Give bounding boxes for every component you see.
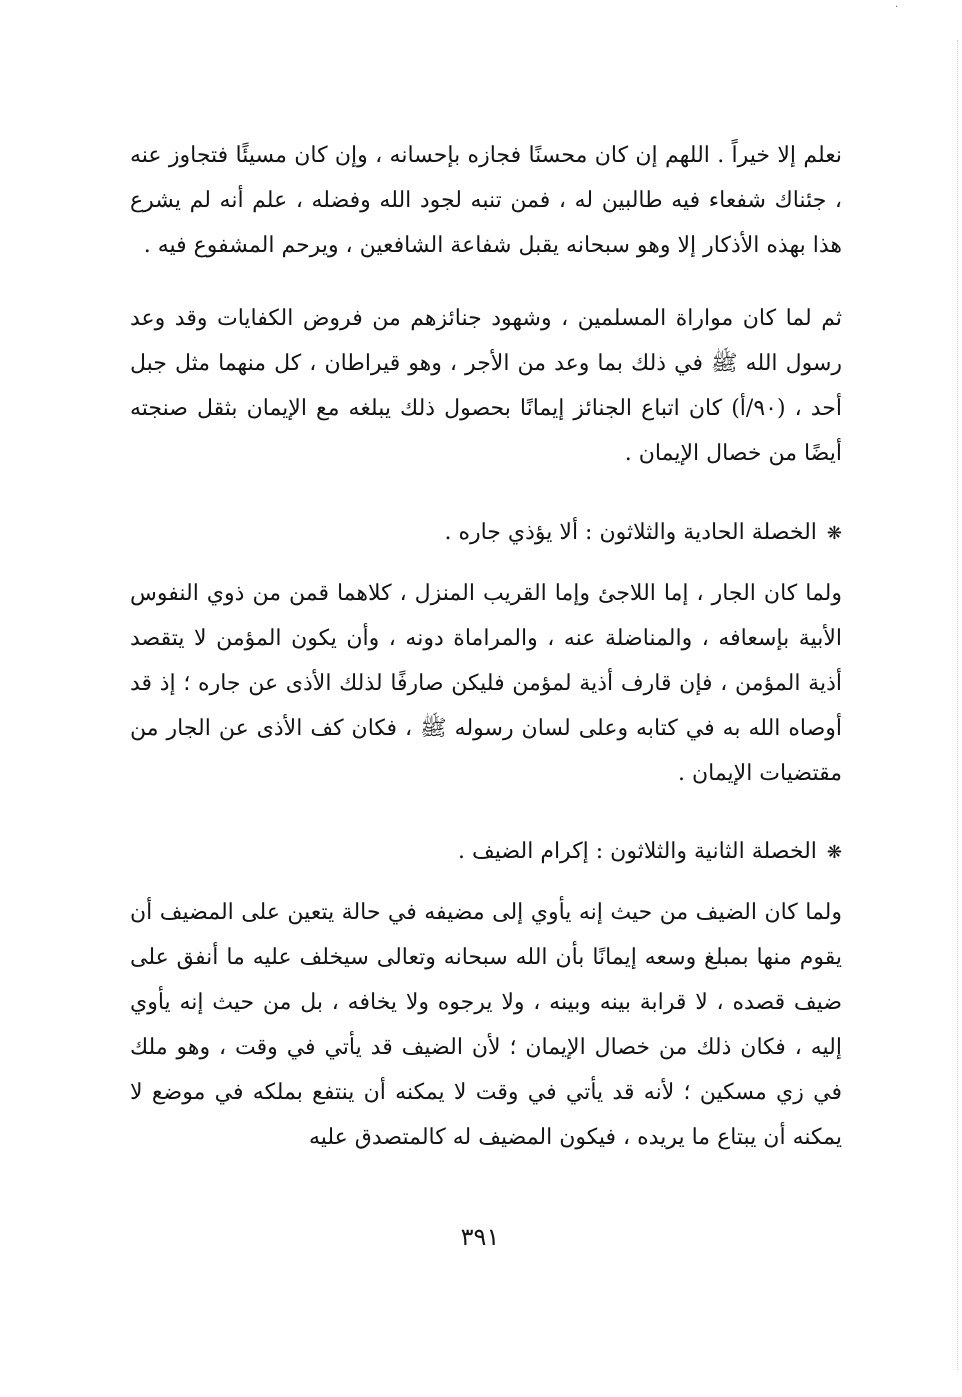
paragraph-text: ولما كان الجار ، إما اللاجئ وإما القريب المنزل ، كلاهما قمن من ذوي النفوس الأبية بإسعافه ، والمناضلة عنه ، والمراماة دونه ، وأن يكون المؤمن لا يتقصد أذية المؤمن ، فإن قارف أذية لمؤمن فليكن صارفًا لذلك الأذى عن جاره ؛ إذ قد أوصاه الله به في كتابه وعلى لسان رسوله ﷺ ، فكان كف الأذى عن الجار من مقتضيات الإيمان .: [130, 581, 843, 786]
heading-star-icon: ❋: [826, 523, 842, 544]
paragraph-guest: [130, 890, 842, 1160]
paragraph-funerals: [130, 296, 842, 476]
heading-text: الخصلة الثانية والثلاثون : إكرام الضيف .: [458, 839, 817, 864]
scan-edge-marks: [955, 40, 958, 1370]
paragraph-text: نعلم إلا خيراً . اللهم إن كان محسنًا فجازه بإحسانه ، وإن كان مسيئًا فتجاوز عنه ، جئناك شفعاء فيه طالبين له ، فمن تنبه لجود الله وفضله ، علم أنه لم يشرع هذا بهذه الأذكار إلا وهو سبحانه يقبل شفاعة الشافعين ، ويرحم المشفوع فيه .: [130, 143, 842, 258]
page-number: ٣٩١: [460, 1223, 500, 1251]
paragraph-prayer: [130, 133, 842, 268]
heading-text: الخصلة الحادية والثلاثون : ألا يؤذي جاره .: [444, 520, 817, 545]
paragraph-text: ثم لما كان مواراة المسلمين ، وشهود جنائزهم من فروض الكفايات وقد وعد رسول الله ﷺ في ذلك بما وعد من الأجر ، وهو قيراطان ، كل منهما مثل جبل أحد ، (٩٠/أ) كان اتباع الجنائز إيمانًا بحصول ذلك يبلغه مع الإيمان بثقل صنجته أيضًا من خصال الإيمان .: [130, 306, 842, 466]
top-margin-mark: .: [895, 0, 899, 10]
paragraph-text: ولما كان الضيف من حيث إنه يأوي إلى مضيفه في حالة يتعين على المضيف أن يقوم منها بمبلغ وسعه إيمانًا بأن الله سبحانه وتعالى سيخلف عليه ما أنفق على ضيف قصده ، لا قرابة بينه وبينه ، ولا يرجوه ولا يخافه ، بل من حيث إنه يأوي إليه ، فكان ذلك من خصال الإيمان ؛ لأن الضيف قد يأتي في وقت ، وهو ملك في زي مسكين ؛ لأنه قد يأتي في وقت لا يمكنه أن ينتفع بملكه في موضع لا يمكنه أن يبتاع ما يريده ، فيكون المضيف له كالمتصدق عليه: [130, 900, 843, 1150]
heading-thirty-second-trait: [130, 829, 842, 875]
heading-thirty-first-trait: [130, 510, 842, 556]
paragraph-neighbor: [130, 571, 842, 796]
heading-star-icon: ❋: [826, 842, 842, 863]
